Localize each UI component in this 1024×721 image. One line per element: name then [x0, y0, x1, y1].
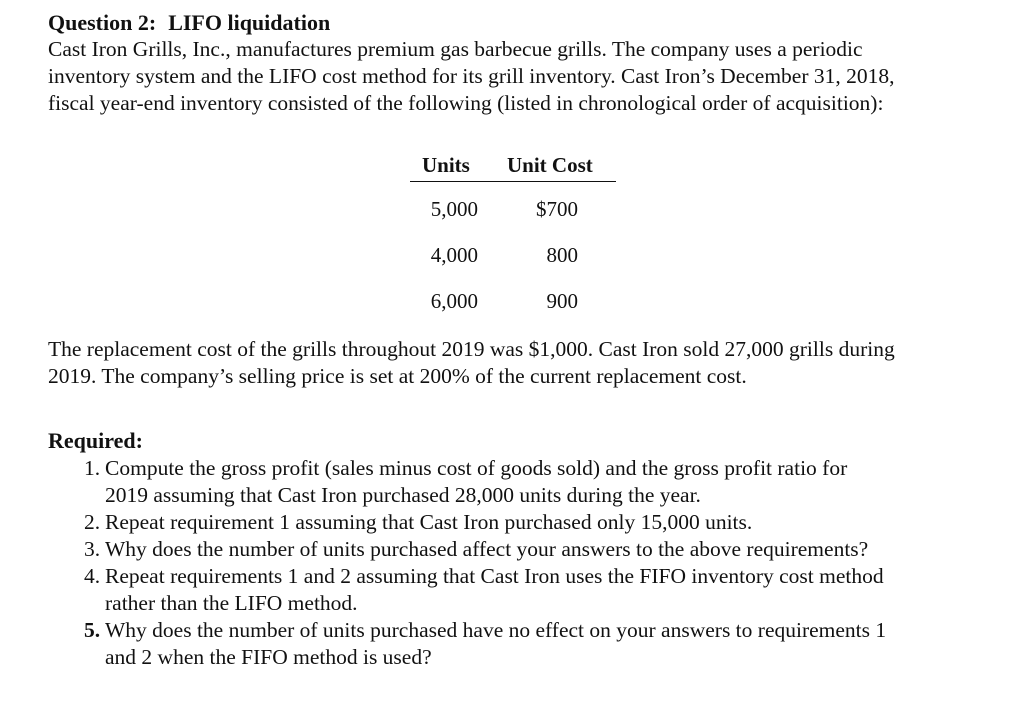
inventory-table-header [410, 153, 616, 182]
required-heading: Required: [48, 428, 143, 453]
requirement-number: 2. [84, 510, 101, 534]
question-topic: LIFO liquidation [168, 10, 331, 35]
intro-line: inventory system and the LIFO cost method for its grill inventory. Cast Iron’s December 31, 2018, [48, 64, 895, 88]
requirement-item [48, 563, 988, 617]
requirement-number: 1. [84, 456, 101, 480]
requirement-line: rather than the LIFO method. [105, 591, 358, 615]
requirement-line: and 2 when the FIFO method is used? [105, 645, 432, 669]
inventory-row [410, 228, 616, 274]
cell-unit-cost: 900 [546, 289, 578, 313]
requirement-number: 3. [84, 537, 101, 561]
requirement-item [48, 617, 988, 671]
requirement-line: 2019 assuming that Cast Iron purchased 28,000 units during the year. [105, 483, 701, 507]
required-section [48, 428, 988, 671]
requirement-line: Repeat requirements 1 and 2 assuming that Cast Iron uses the FIFO inventory cost method [105, 564, 884, 588]
intro-paragraph [48, 36, 988, 117]
requirement-number: 4. [84, 564, 101, 588]
inventory-table [410, 153, 616, 320]
question-title [48, 10, 988, 36]
requirement-line: Why does the number of units purchased have no effect on your answers to requirements 1 [105, 618, 887, 642]
cell-unit-cost: 800 [546, 243, 578, 267]
requirement-number: 5. [84, 618, 101, 642]
header-units: Units [422, 153, 470, 177]
cell-units: 5,000 [430, 197, 478, 221]
intro-line: fiscal year-end inventory consisted of the following (listed in chronological order of acquisition): [48, 91, 884, 115]
facts-line: The replacement cost of the grills throughout 2019 was $1,000. Cast Iron sold 27,000 grills during [48, 337, 895, 361]
facts-paragraph [48, 336, 895, 390]
cell-units: 4,000 [430, 243, 478, 267]
cell-units: 6,000 [430, 289, 478, 313]
intro-line: Cast Iron Grills, Inc., manufactures premium gas barbecue grills. The company uses a periodic [48, 37, 863, 61]
requirements-list [48, 455, 988, 671]
requirement-item [48, 509, 988, 536]
requirement-item [48, 455, 988, 509]
inventory-row [410, 182, 616, 228]
requirement-line: Compute the gross profit (sales minus cost of goods sold) and the gross profit ratio for [105, 456, 848, 480]
requirement-line: Repeat requirement 1 assuming that Cast Iron purchased only 15,000 units. [105, 510, 753, 534]
inventory-row [410, 274, 616, 320]
requirement-item [48, 536, 988, 563]
requirement-line: Why does the number of units purchased affect your answers to the above requirements? [105, 537, 869, 561]
question-label: Question 2: [48, 10, 157, 35]
cell-unit-cost: $700 [536, 197, 578, 221]
header-unit-cost: Unit Cost [507, 153, 593, 177]
question-document [48, 10, 988, 669]
facts-line: 2019. The company’s selling price is set at 200% of the current replacement cost. [48, 364, 747, 388]
